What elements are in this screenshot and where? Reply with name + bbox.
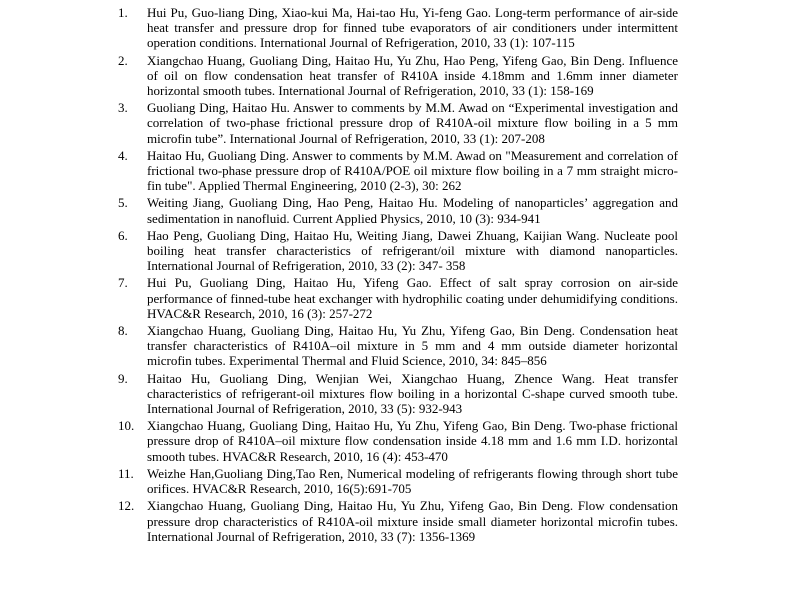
reference-number: 3. [118,100,128,116]
reference-list [118,5,678,546]
reference-item-12 [118,498,678,544]
reference-number: 8. [118,323,128,339]
reference-item-10 [118,418,678,464]
reference-number: 12. [118,498,135,514]
reference-text: Hui Pu, Guoliang Ding, Haitao Hu, Yifeng Gao. Effect of salt spray corrosion on air-side performance of finned-tube heat exchanger with hydrophilic coating under dehumidifying conditions. HVAC&R Research, 2010, 16 (3): 257-272 [147,275,678,321]
reference-text: Weiting Jiang, Guoliang Ding, Hao Peng, Haitao Hu. Modeling of nanoparticles’ aggregation and sedimentation in nanofluid. Current Applied Physics, 2010, 10 (3): 934-941 [147,195,678,226]
reference-text: Hui Pu, Guo-liang Ding, Xiao-kui Ma, Hai-tao Hu, Yi-feng Gao. Long-term performance of air-side heat transfer and pressure drop for finned tube evaporators of air conditioners under intermittent operation conditions. International Journal of Refrigeration, 2010, 33 (1): 107-115 [147,5,678,51]
reference-number: 4. [118,147,128,163]
reference-number: 10. [118,418,135,434]
reference-number: 6. [118,227,128,243]
reference-number: 9. [118,370,128,386]
reference-text: Guoliang Ding, Haitao Hu. Answer to comments by M.M. Awad on “Experimental investigation and correlation of two-phase frictional pressure drop of R410A-oil mixture flow boiling in a 5 mm microfin tube”. International Journal of Refrigeration, 2010, 33 (1): 207-208 [147,100,678,146]
reference-item-4 [118,148,678,194]
reference-number: 2. [118,52,128,68]
reference-item-1 [118,5,678,51]
reference-number: 11. [118,465,134,481]
reference-item-2 [118,53,678,99]
reference-number: 5. [118,195,128,211]
reference-text: Xiangchao Huang, Guoliang Ding, Haitao Hu, Yu Zhu, Yifeng Gao, Bin Deng. Flow condensation pressure drop characteristics of R410A-oil mixture inside small diameter horizontal microfin tubes. International Journal of Refrigeration, 2010, 33 (7): 1356-1369 [147,498,678,544]
reference-item-7 [118,275,678,321]
reference-item-3 [118,100,678,146]
reference-item-11 [118,466,678,496]
reference-item-6 [118,228,678,274]
reference-text: Weizhe Han,Guoliang Ding,Tao Ren, Numerical modeling of refrigerants flowing through short tube orifices. HVAC&R Research, 2010, 16(5):691-705 [147,465,678,497]
reference-item-8 [118,323,678,369]
reference-text: Haitao Hu, Guoliang Ding, Wenjian Wei, Xiangchao Huang, Zhence Wang. Heat transfer characteristics of refrigerant-oil mixtures flow boiling in a horizontal C-shape curved smooth tube. International Journal of Refrigeration, 2010, 33 (5): 932-943 [147,370,678,417]
reference-text: Xiangchao Huang, Guoliang Ding, Haitao Hu, Yu Zhu, Yifeng Gao, Bin Deng. Two-phase frictional pressure drop of R410A–oil mixture flow condensation inside 4.18 mm and 1.6 mm I.D. horizontal smooth tubes. HVAC&R Research, 2010, 16 (4): 453-470 [147,418,678,464]
reference-number: 7. [118,275,128,291]
reference-number: 1. [118,5,128,20]
reference-text: Xiangchao Huang, Guoliang Ding, Haitao Hu, Yu Zhu, Hao Peng, Yifeng Gao, Bin Deng. Influence of oil on flow condensation heat transfer of R410A inside 4.18mm and 1.6mm inner diameter horizontal smooth tubes. International Journal of Refrigeration, 2010, 33 (1): 158-169 [147,52,678,99]
reference-item-5 [118,195,678,225]
reference-item-9 [118,371,678,417]
reference-text: Xiangchao Huang, Guoliang Ding, Haitao Hu, Yu Zhu, Yifeng Gao, Bin Deng. Condensation heat transfer characteristics of R410A–oil mixture in 5 mm and 4 mm outside diameter horizontal microfin tubes. Experimental Thermal and Fluid Science, 2010, 34: 845–856 [147,323,678,369]
reference-text: Haitao Hu, Guoliang Ding. Answer to comments by M.M. Awad on "Measurement and correlation of frictional two-phase pressure drop of R410A/POE oil mixture flow boiling in a 7 mm straight micro-fin tube". Applied Thermal Engineering, 2010 (2-3), 30: 262 [147,147,678,194]
reference-text: Hao Peng, Guoliang Ding, Haitao Hu, Weiting Jiang, Dawei Zhuang, Kaijian Wang. Nucleate pool boiling heat transfer characteristics of refrigerant/oil mixture with diamond nanoparticles. International Journal of Refrigeration, 2010, 33 (2): 347- 358 [147,227,678,274]
